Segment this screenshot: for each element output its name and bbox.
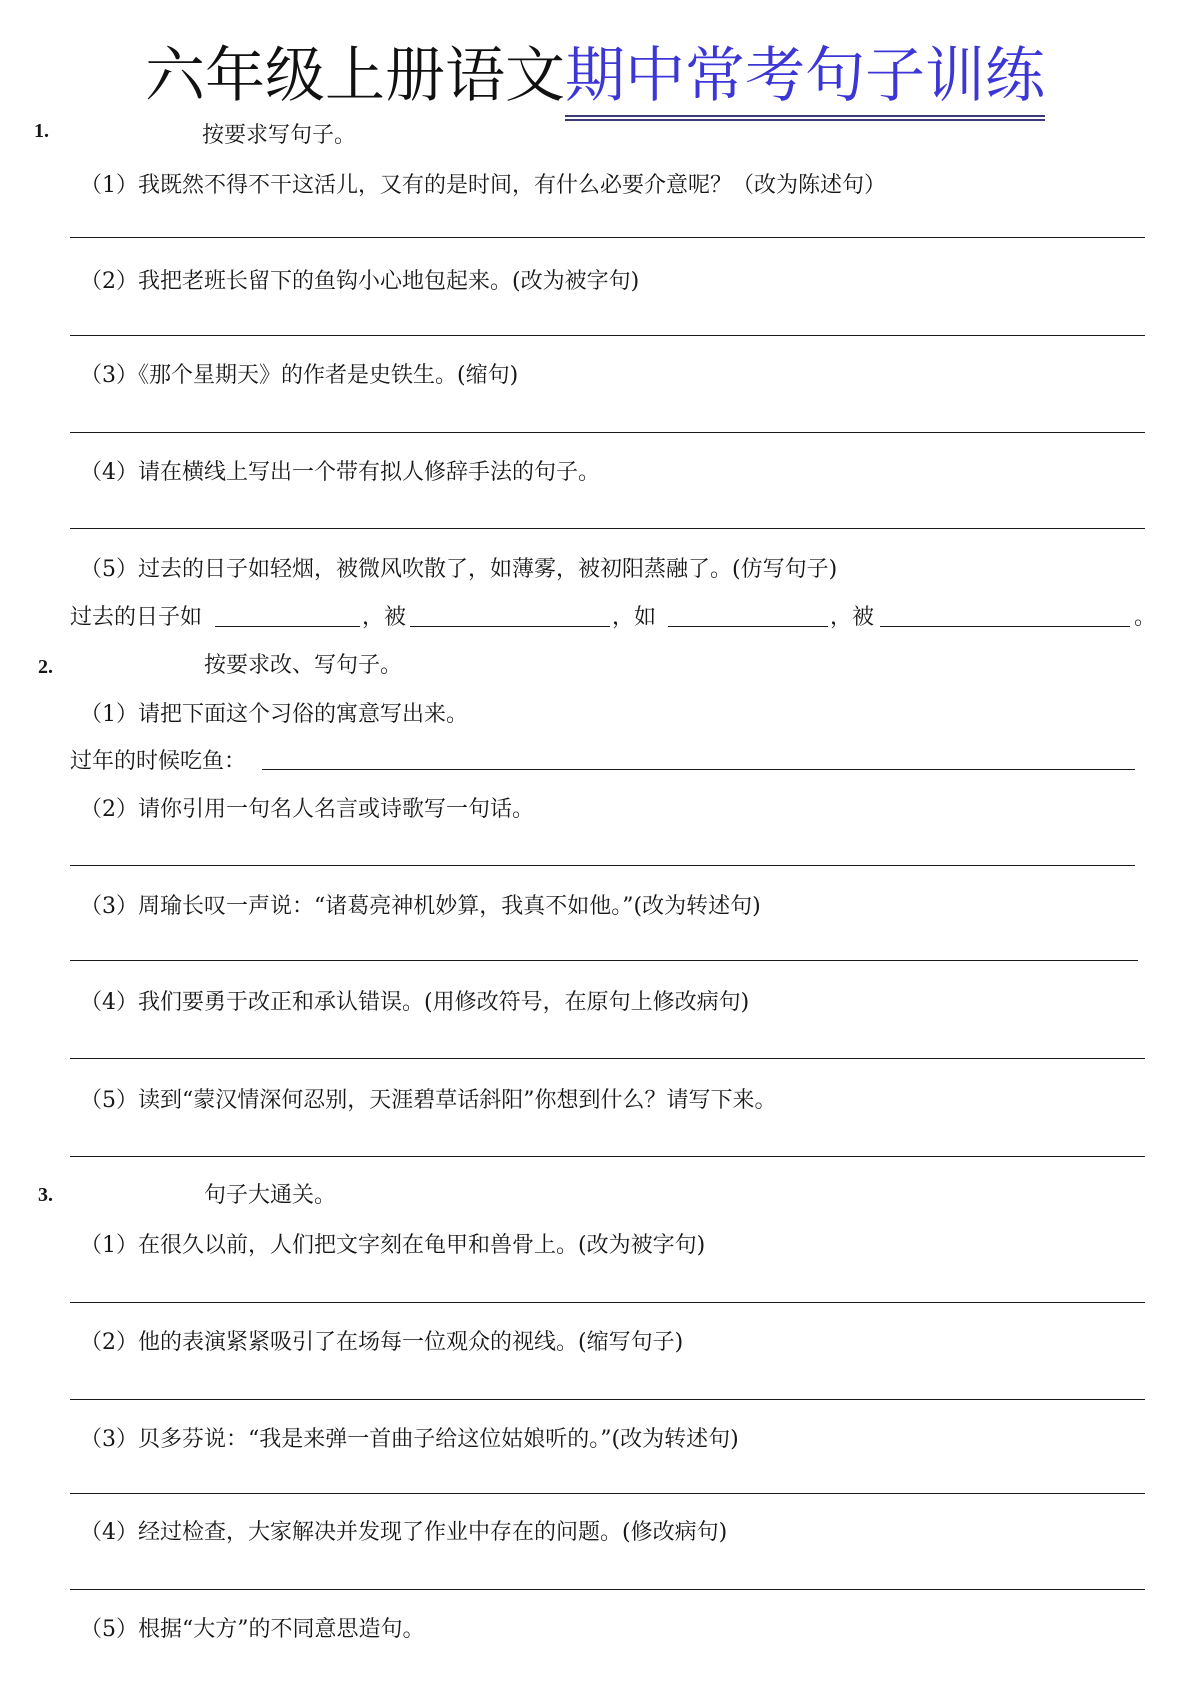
fill-blank-1[interactable] bbox=[215, 626, 360, 627]
answer-line-2-2[interactable] bbox=[70, 865, 1135, 866]
answer-line-3-2[interactable] bbox=[70, 1399, 1145, 1400]
custom-prompt: 过年的时候吃鱼： bbox=[70, 749, 247, 774]
question-2-5: （5）读到“蒙汉情深何忍别，天涯碧草话斜阳”你想到什么？请写下来。 bbox=[80, 1088, 777, 1113]
answer-line-1-3[interactable] bbox=[70, 432, 1145, 433]
fill-text-end: 。 bbox=[1134, 605, 1157, 630]
question-3-2: （2）他的表演紧紧吸引了在场每一位观众的视线。(缩写句子) bbox=[80, 1330, 684, 1355]
question-1-4: （4）请在横线上写出一个带有拟人修辞手法的句子。 bbox=[80, 460, 600, 485]
title-grade: 六年级上册语文 bbox=[145, 41, 565, 111]
page-title bbox=[0, 40, 1190, 112]
question-1-5: （5）过去的日子如轻烟，被微风吹散了，如薄雾，被初阳蒸融了。(仿写句子) bbox=[80, 557, 838, 582]
question-2-4: （4）我们要勇于改正和承认错误。(用修改符号，在原句上修改病句) bbox=[80, 990, 750, 1015]
section-3-number: 3. bbox=[38, 1184, 53, 1206]
answer-line-3-3[interactable] bbox=[70, 1493, 1145, 1494]
section-1-heading: 按要求写句子。 bbox=[202, 123, 357, 148]
question-3-3: （3）贝多芬说：“我是来弹一首曲子给这位姑娘听的。”(改为转述句) bbox=[80, 1427, 739, 1452]
title-topic: 期中常考句子训练 bbox=[565, 41, 1045, 121]
answer-line-2-3[interactable] bbox=[70, 960, 1138, 961]
answer-line-1-4[interactable] bbox=[70, 528, 1145, 529]
answer-line-3-1[interactable] bbox=[70, 1302, 1145, 1303]
answer-line-3-4[interactable] bbox=[70, 1589, 1145, 1590]
question-2-1: （1）请把下面这个习俗的寓意写出来。 bbox=[80, 702, 468, 727]
answer-line-1-2[interactable] bbox=[70, 335, 1145, 336]
question-2-2: （2）请你引用一句名人名言或诗歌写一句话。 bbox=[80, 797, 534, 822]
question-1-1: （1）我既然不得不干这活儿，又有的是时间，有什么必要介意呢？（改为陈述句） bbox=[80, 173, 886, 198]
section-2-number: 2. bbox=[38, 656, 53, 678]
fill-text-4: ，被 bbox=[830, 605, 875, 630]
fill-blank-3[interactable] bbox=[668, 626, 828, 627]
fill-text-3: ，如 bbox=[612, 605, 657, 630]
fill-text-1: 过去的日子如 bbox=[70, 605, 203, 630]
answer-line-2-1[interactable] bbox=[262, 769, 1135, 770]
section-2-heading: 按要求改、写句子。 bbox=[204, 653, 403, 678]
question-3-1: （1）在很久以前，人们把文字刻在龟甲和兽骨上。(改为被字句) bbox=[80, 1233, 706, 1258]
question-2-3: （3）周瑜长叹一声说：“诸葛亮神机妙算，我真不如他。”(改为转述句) bbox=[80, 894, 761, 919]
imitation-fill-row bbox=[70, 600, 1157, 632]
answer-line-2-5[interactable] bbox=[70, 1156, 1145, 1157]
answer-line-2-4[interactable] bbox=[70, 1058, 1145, 1059]
question-3-4: （4）经过检查，大家解决并发现了作业中存在的问题。(修改病句) bbox=[80, 1520, 728, 1545]
question-1-2: （2）我把老班长留下的鱼钩小心地包起来。(改为被字句) bbox=[80, 269, 640, 294]
fill-text-2: ，被 bbox=[362, 605, 407, 630]
section-1-number: 1. bbox=[34, 120, 49, 142]
section-3-heading: 句子大通关。 bbox=[204, 1183, 337, 1208]
question-1-3: （3）《那个星期天》的作者是史铁生。(缩句) bbox=[80, 363, 519, 388]
question-3-5: （5）根据“大方”的不同意思造句。 bbox=[80, 1617, 425, 1642]
fill-blank-2[interactable] bbox=[410, 626, 610, 627]
fill-blank-4[interactable] bbox=[880, 626, 1130, 627]
answer-line-1-1[interactable] bbox=[70, 237, 1145, 238]
